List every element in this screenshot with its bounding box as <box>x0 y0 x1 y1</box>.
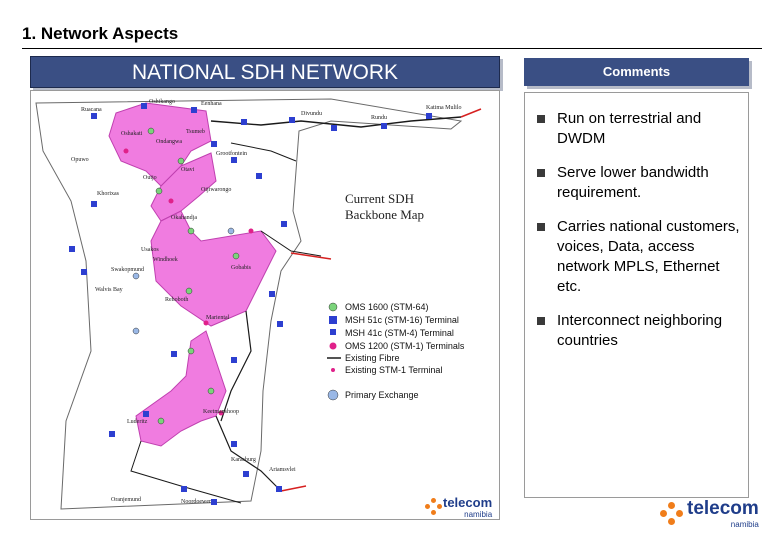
footer-telecom-logo <box>660 498 759 529</box>
map-logo-sub: namibia <box>464 510 493 519</box>
place-label: Keetmanshoop <box>203 409 239 415</box>
place-label: Outjo <box>143 175 157 181</box>
legend-swatch-msh51c <box>329 316 337 324</box>
place-label: Tsumeb <box>186 129 205 135</box>
map-caption-line1: Current SDH <box>345 191 414 206</box>
place-label: Okahandja <box>171 215 197 221</box>
footer-logo-sub: namibia <box>730 520 759 529</box>
place-label: Ariamsvlei <box>269 467 296 473</box>
place-label: Rundu <box>371 115 388 121</box>
place-label: Eenhana <box>201 101 222 107</box>
place-label: Khorixas <box>97 191 119 197</box>
place-label: Otjiwarongo <box>201 187 232 193</box>
map-telecom-logo <box>425 495 492 519</box>
place-label: Oshikango <box>149 99 175 105</box>
place-label: Rehoboth <box>165 297 189 303</box>
place-label: Karasburg <box>231 457 256 463</box>
place-label: Oshakati <box>121 131 143 137</box>
comment-text: Run on terrestrial and DWDM <box>557 110 702 147</box>
place-label: Opuwo <box>71 157 89 163</box>
network-map <box>30 90 500 520</box>
telecom-logo-icon <box>425 498 443 516</box>
map-logo-word: telecom <box>443 495 493 510</box>
legend-label: Primary Exchange <box>345 390 419 400</box>
legend-label: Existing Fibre <box>345 353 400 363</box>
legend-swatch-oms1200 <box>330 343 337 350</box>
footer-logo-word: telecom <box>687 498 759 519</box>
place-label: Luderitz <box>127 419 148 425</box>
map-legend <box>327 302 465 400</box>
place-label: Ruacana <box>81 107 102 113</box>
comment-item <box>535 311 742 351</box>
legend-label: MSH 51c (STM-16) Terminal <box>345 315 459 325</box>
comments-panel-title: Comments <box>524 58 749 86</box>
place-label: Divundu <box>301 111 322 117</box>
bullet-marker <box>537 115 545 123</box>
comments-list <box>525 93 748 351</box>
bullet-marker <box>537 317 545 325</box>
comment-item <box>535 109 742 149</box>
legend-label: Existing STM-1 Terminal <box>345 365 443 375</box>
place-label: Mariental <box>206 315 230 321</box>
place-label: Walvis Bay <box>95 287 123 293</box>
border-link-east <box>461 109 481 117</box>
comment-text: Interconnect neighboring countries <box>557 312 723 349</box>
legend-swatch-stm1 <box>331 368 335 372</box>
place-label: Grootfontein <box>216 151 247 157</box>
slide-title: 1. Network Aspects <box>22 24 179 43</box>
network-map-svg <box>31 91 501 521</box>
place-label: Otavi <box>181 167 195 173</box>
map-panel-title: NATIONAL SDH NETWORK <box>30 56 500 88</box>
comment-item <box>535 217 742 297</box>
place-label: Usakos <box>141 247 159 253</box>
comments-panel <box>524 92 749 498</box>
legend-swatch-oms1600 <box>329 303 337 311</box>
border-link-south <box>281 486 306 491</box>
legend-label: OMS 1200 (STM-1) Terminals <box>345 341 465 351</box>
legend-label: OMS 1600 (STM-64) <box>345 302 429 312</box>
legend-swatch-exchange <box>328 390 338 400</box>
comment-text: Serve lower bandwidth requirement. <box>557 164 709 201</box>
place-label: Swakopmund <box>111 267 144 273</box>
title-divider <box>22 48 762 49</box>
bullet-marker <box>537 223 545 231</box>
place-label: Windhoek <box>153 257 178 263</box>
place-label: Oranjemund <box>111 497 141 503</box>
legend-label: MSH 41c (STM-4) Terminal <box>345 328 454 338</box>
place-label: Katima Mulilo <box>426 105 462 111</box>
telecom-logo-icon <box>660 502 684 526</box>
comment-text: Carries national customers, voices, Data, access network MPLS, Ethernet etc. <box>557 218 740 295</box>
bullet-marker <box>537 169 545 177</box>
legend-swatch-msh41c <box>330 329 336 335</box>
map-caption-line2: Backbone Map <box>345 207 425 222</box>
place-label: Ondangwa <box>156 139 182 145</box>
place-label: Noordoewer <box>181 499 211 505</box>
comment-item <box>535 163 742 203</box>
place-label: Gobabis <box>231 265 251 271</box>
